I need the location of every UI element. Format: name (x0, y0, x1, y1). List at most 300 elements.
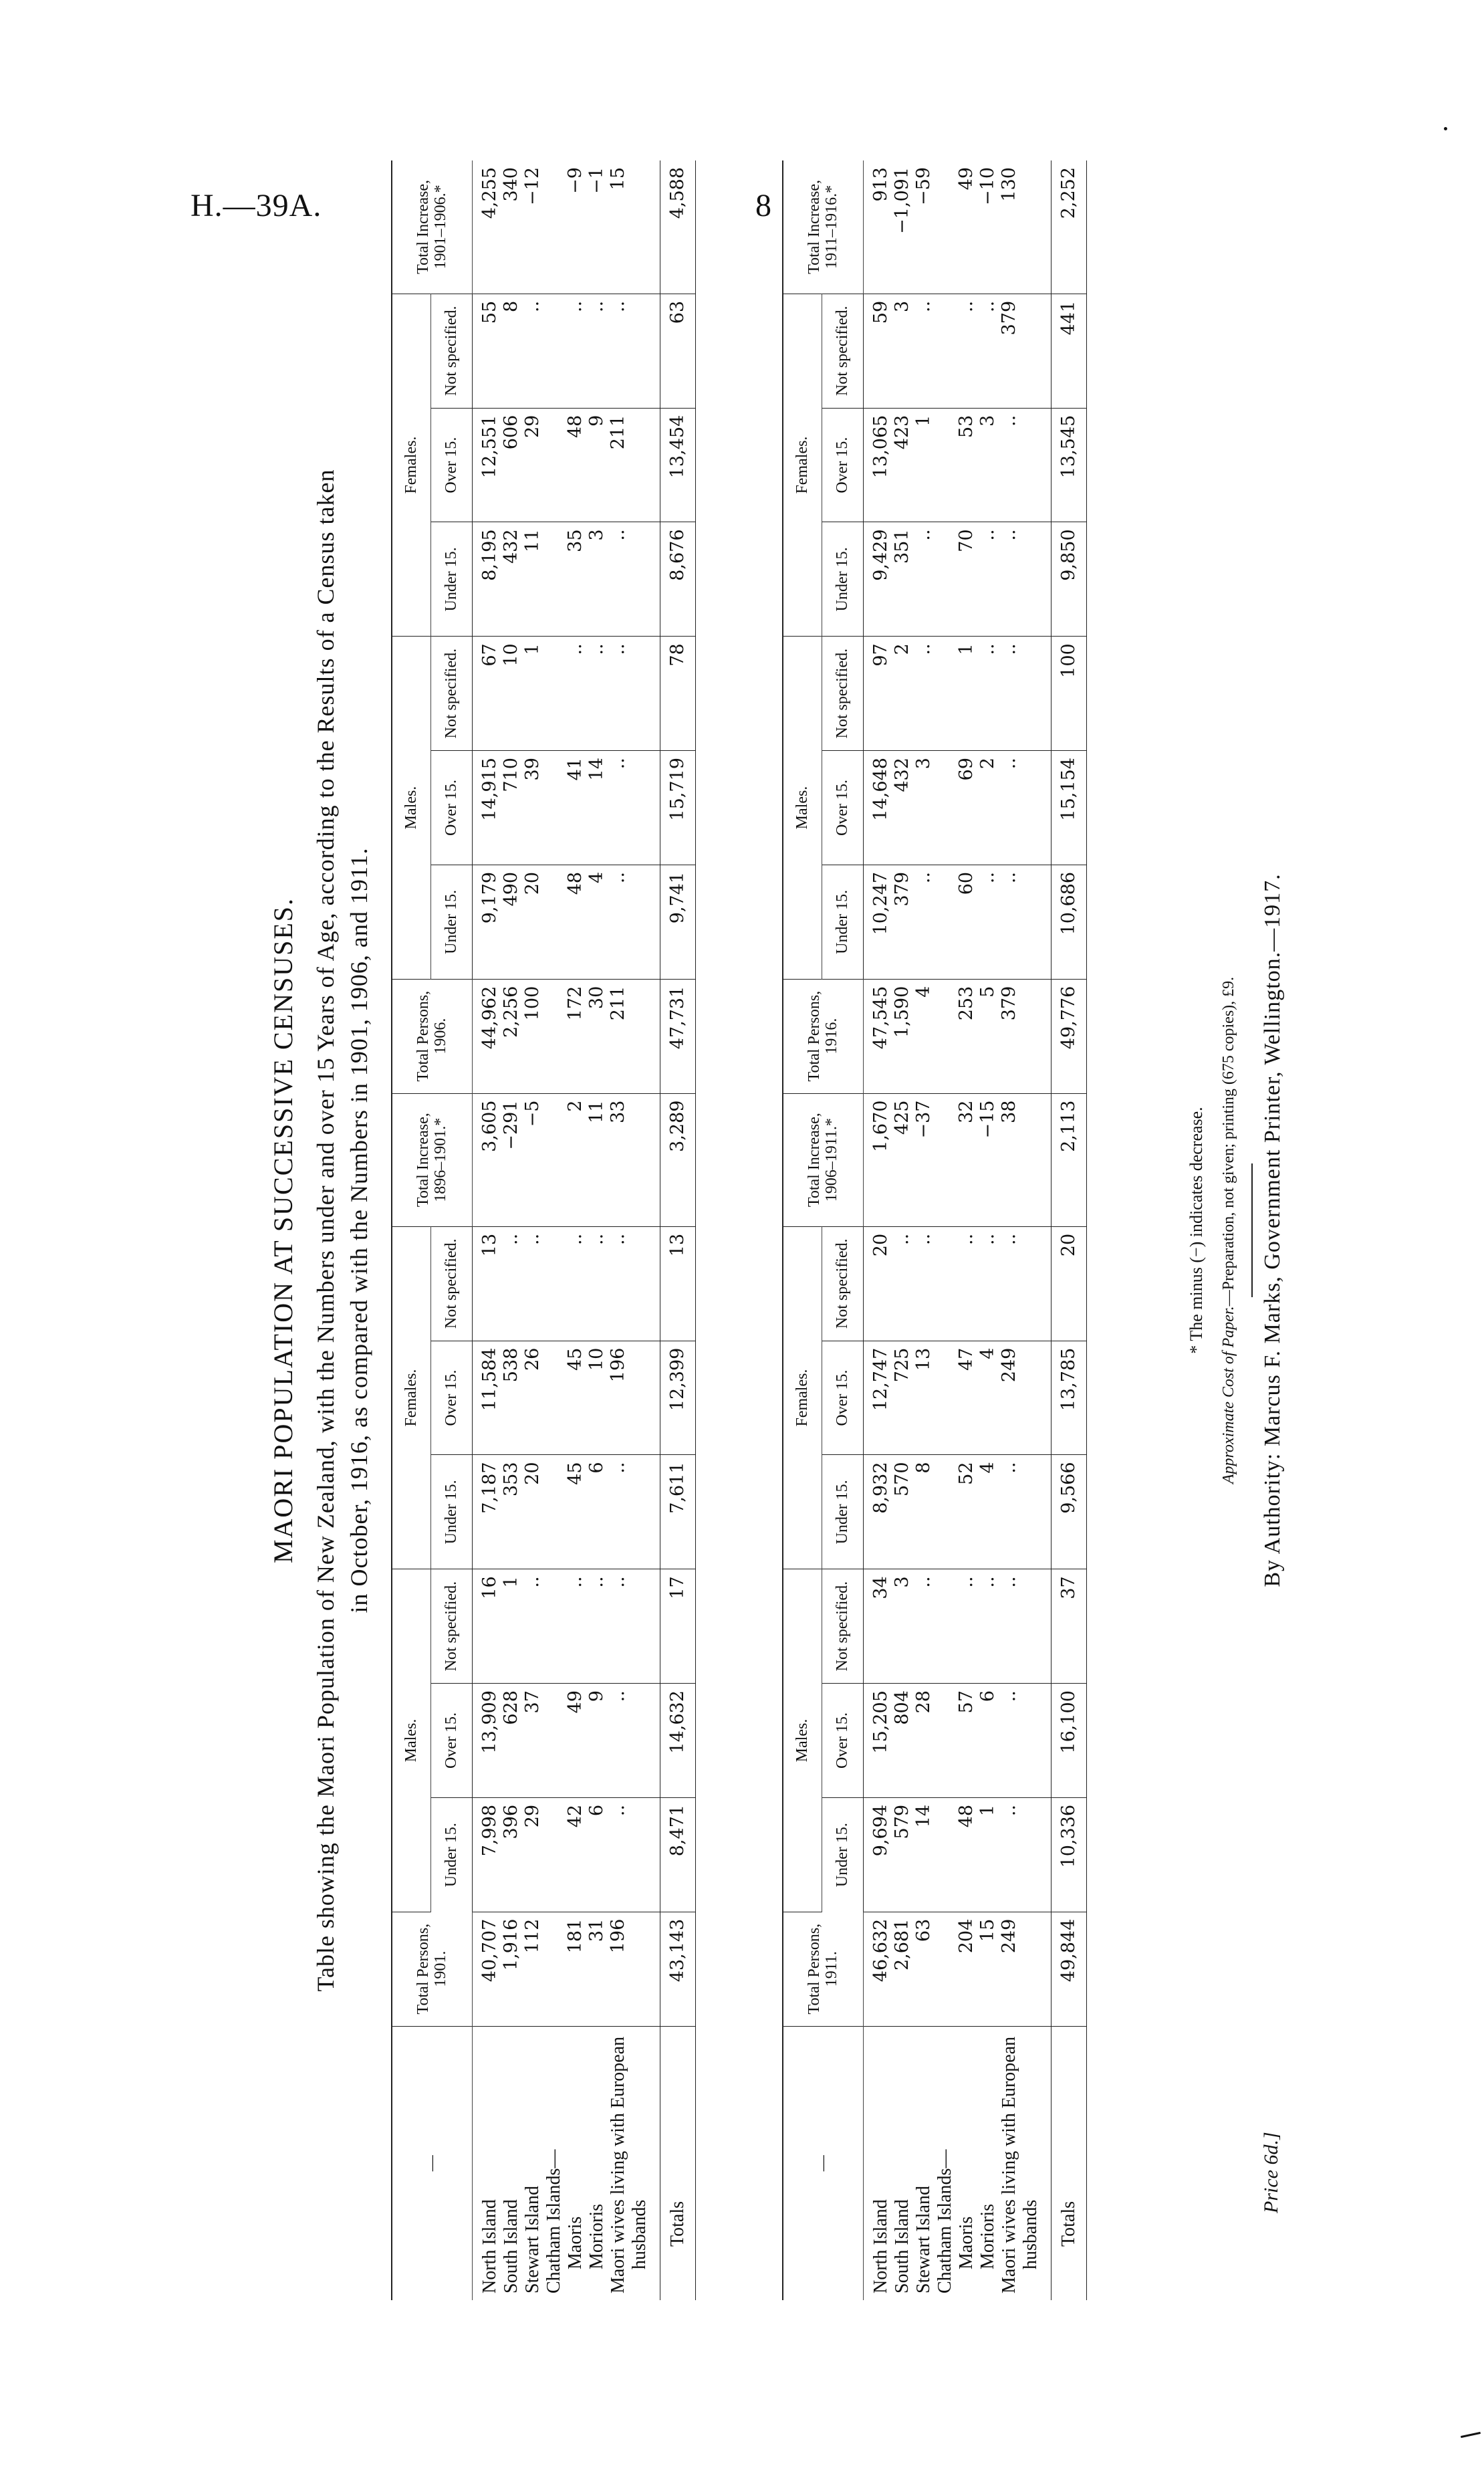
cell: 13,065 (870, 415, 891, 479)
cell: 14,915 (479, 758, 500, 821)
totals-cell: 17 (660, 1569, 695, 1684)
row-label-stewart: Stewart Island (912, 2186, 934, 2293)
cell: 8,195 (479, 529, 500, 581)
row-label-chatham: Chatham Islands— (543, 2149, 564, 2293)
totals-cell: 10,336 (1051, 1797, 1086, 1912)
header-over-15: Over 15. (822, 751, 863, 865)
cell: 2 (977, 758, 998, 770)
cost-label: Approximate Cost of Paper. (1220, 1306, 1237, 1484)
cell: 423 (891, 415, 912, 450)
cell: .. (912, 1233, 934, 1245)
cell: .. (955, 300, 977, 312)
cell: .. (607, 1233, 628, 1245)
cell: 70 (955, 529, 977, 552)
cell: .. (998, 1462, 1019, 1474)
cell: 490 (500, 871, 521, 907)
header-males-a: Males. (392, 1569, 430, 1912)
totals-cell: 9,850 (1051, 522, 1086, 637)
cell: .. (998, 1233, 1019, 1245)
cell: 48 (564, 871, 586, 895)
row-label-south: South Island (891, 2199, 912, 2293)
totals-cell: 16,100 (1051, 1684, 1086, 1798)
header-under-15: Under 15. (430, 865, 472, 979)
cell: 196 (607, 1347, 628, 1383)
cell: 14 (586, 758, 607, 781)
row-label-south: South Island (500, 2199, 521, 2293)
cell: 16 (479, 1576, 500, 1599)
cell: 4 (912, 986, 934, 998)
cell: 8,932 (870, 1462, 891, 1514)
header-increase-a: Total Increase, 1896–1901.* (392, 1093, 472, 1226)
cell: .. (586, 300, 607, 312)
cell: 39 (521, 758, 543, 781)
header-not-specified: Not specified. (430, 1226, 472, 1341)
cell: −291 (500, 1100, 521, 1150)
cell: 396 (500, 1804, 521, 1839)
row-label-north: North Island (479, 2199, 500, 2293)
data-column-8 (863, 1093, 1051, 1226)
cell: 67 (479, 643, 500, 667)
header-total-persons-a: Total Persons, 1901. (392, 1912, 472, 2026)
cell: .. (998, 1576, 1019, 1588)
header-females-a: Females. (392, 1226, 430, 1569)
cell: 2 (564, 1100, 586, 1112)
cell: 425 (891, 1100, 912, 1135)
cell: 32 (955, 1100, 977, 1123)
row-label-chatham: Chatham Islands— (934, 2149, 955, 2293)
cell: 97 (870, 643, 891, 667)
cell: .. (564, 1576, 586, 1588)
cell: 3 (912, 758, 934, 770)
cell: 38 (998, 1100, 1019, 1123)
cell: .. (977, 1576, 998, 1588)
data-column-16 (472, 160, 660, 294)
data-column-6 (472, 1341, 660, 1455)
totals-cell: 12,399 (660, 1341, 695, 1455)
cell: .. (564, 1233, 586, 1245)
data-column-3 (472, 1684, 660, 1798)
cell: 8 (912, 1462, 934, 1474)
cell: −12 (521, 167, 543, 205)
margin-mark (1461, 2432, 1481, 2438)
totals-cell: 441 (1051, 294, 1086, 408)
cell: 8 (500, 300, 521, 313)
cell: −37 (912, 1100, 934, 1139)
cell: 100 (521, 986, 543, 1021)
cell: 11,584 (479, 1347, 500, 1412)
subtitle-line-2: in October, 1916, as compared with the Numbers in 1901, 1906, and 1911. (346, 847, 372, 1613)
data-column-14 (472, 408, 660, 522)
cell: 9 (586, 415, 607, 427)
cell: 46,632 (870, 1918, 891, 1983)
data-column-4 (472, 1569, 660, 1684)
cell: .. (891, 1233, 912, 1245)
cell: .. (977, 300, 998, 312)
cell: .. (977, 871, 998, 884)
data-column-8 (472, 1093, 660, 1226)
totals-cell: 9,566 (1051, 1455, 1086, 1569)
data-column-9 (472, 979, 660, 1093)
cell: .. (998, 643, 1019, 655)
cell: .. (912, 643, 934, 655)
data-column-7 (472, 1226, 660, 1341)
cell: .. (998, 758, 1019, 770)
cell: .. (521, 1576, 543, 1588)
row-label-husbands: husbands (628, 2199, 650, 2269)
cell: −5 (521, 1100, 543, 1127)
header-total-persons-a: Total Persons, 1911. (783, 1912, 863, 2026)
cell: 1 (977, 1804, 998, 1817)
cell: .. (955, 1576, 977, 1588)
cell: 181 (564, 1918, 586, 1954)
header-total-persons-b: Total Persons, 1906. (392, 979, 472, 1093)
data-column-9 (863, 979, 1051, 1093)
totals-cell: 13 (660, 1226, 695, 1341)
cell: 15 (607, 167, 628, 191)
cell: .. (998, 529, 1019, 541)
cell: .. (998, 871, 1019, 884)
cell: 48 (955, 1804, 977, 1828)
cell: 52 (955, 1462, 977, 1485)
cell: 4 (977, 1347, 998, 1359)
row-label-morioris: Morioris (586, 2204, 607, 2269)
cell: .. (977, 1233, 998, 1245)
cell: 42 (564, 1804, 586, 1828)
cell: 4,255 (479, 167, 500, 219)
row-labels (863, 2026, 1051, 2300)
cell: 606 (500, 415, 521, 450)
margin-dot (1444, 127, 1447, 130)
cell: .. (912, 529, 934, 541)
cell: 1 (955, 643, 977, 655)
cell: 1,590 (891, 986, 912, 1038)
cell: .. (586, 1576, 607, 1588)
cell: 45 (564, 1462, 586, 1485)
cell: .. (955, 1233, 977, 1245)
cell: 351 (891, 529, 912, 564)
header-under-15: Under 15. (822, 1455, 863, 1569)
cell: 41 (564, 758, 586, 781)
cell: 6 (586, 1804, 607, 1817)
header-under-15: Under 15. (822, 522, 863, 637)
cell: 37 (521, 1690, 543, 1714)
cell: 12,551 (479, 415, 500, 479)
cell: 249 (998, 1918, 1019, 1954)
row-label-maoris: Maoris (955, 2216, 977, 2269)
cell: 710 (500, 758, 521, 792)
header-over-15: Over 15. (430, 1684, 472, 1798)
cell: .. (521, 300, 543, 312)
cell: 353 (500, 1462, 521, 1497)
cell: 3 (977, 415, 998, 427)
header-females-b: Females. (392, 294, 430, 636)
cell: .. (607, 643, 628, 655)
main-title: MAORI POPULATION AT SUCCESSIVE CENSUSES. (268, 897, 298, 1564)
cell: 47,545 (870, 986, 891, 1050)
data-column-5 (472, 1455, 660, 1569)
data-column-10 (863, 865, 1051, 979)
row-label-stewart: Stewart Island (521, 2186, 543, 2293)
header-increase-b: Total Increase, 1901–1906.* (392, 160, 472, 294)
cell: 60 (955, 871, 977, 895)
footnote-cost (1220, 160, 1238, 2300)
cell: .. (521, 1233, 543, 1245)
cell: 9,694 (870, 1804, 891, 1857)
header-under-15: Under 15. (430, 522, 472, 637)
header-under-15: Under 15. (822, 865, 863, 979)
cell: 4 (586, 871, 607, 884)
header-not-specified: Not specified. (430, 294, 472, 408)
cost-text: —Preparation, not given; printing (675 copies), £9. (1220, 976, 1237, 1307)
cell: .. (607, 1804, 628, 1817)
cell: 913 (870, 167, 891, 202)
row-label-wives: Maori wives living with European (607, 2036, 628, 2293)
cell: 172 (564, 986, 586, 1021)
cell: .. (998, 1690, 1019, 1702)
cell: 14 (912, 1804, 934, 1828)
cell: 804 (891, 1690, 912, 1725)
cell: 3 (586, 529, 607, 541)
cell: 1,916 (500, 1918, 521, 1971)
cell: 33 (607, 1100, 628, 1123)
cell: .. (607, 529, 628, 541)
header-increase-b: Total Increase, 1911–1916.* (783, 160, 863, 294)
cell: .. (607, 871, 628, 884)
cell: 13 (912, 1347, 934, 1371)
header-over-15: Over 15. (822, 1341, 863, 1455)
totals-cell: 8,676 (660, 522, 695, 637)
cell: 3 (891, 300, 912, 313)
cell: 725 (891, 1347, 912, 1383)
totals-cell: 2,252 (1051, 160, 1086, 294)
cell: 10 (500, 643, 521, 667)
totals-cell: 49,776 (1051, 979, 1086, 1093)
row-label-husbands: husbands (1019, 2199, 1041, 2269)
cell: 59 (870, 300, 891, 324)
cell: 211 (607, 415, 628, 450)
cell: 26 (521, 1347, 543, 1371)
totals-cell: 3,289 (660, 1093, 695, 1226)
data-column-13 (863, 522, 1051, 637)
cell: 1 (500, 1576, 521, 1588)
header-under-15: Under 15. (430, 1797, 472, 1912)
header-blank: — (392, 2026, 472, 2300)
cell: 63 (912, 1918, 934, 1942)
cell: 579 (891, 1804, 912, 1839)
header-total-persons-b: Total Persons, 1916. (783, 979, 863, 1093)
cell: −10 (977, 167, 998, 205)
cell: 2,256 (500, 986, 521, 1038)
cell: 2,681 (891, 1918, 912, 1971)
header-under-15: Under 15. (430, 1455, 472, 1569)
cell: −9 (564, 167, 586, 194)
cell: 31 (586, 1918, 607, 1942)
cell: 14,648 (870, 758, 891, 821)
census-table-1911-1916 (782, 160, 1087, 2300)
data-column-14 (863, 408, 1051, 522)
cell: 11 (521, 529, 543, 552)
cell: .. (912, 1576, 934, 1588)
cell: 57 (955, 1690, 977, 1714)
data-column-2 (472, 1797, 660, 1912)
cell: 432 (891, 758, 912, 792)
cell: 379 (998, 300, 1019, 336)
totals-cell: 100 (1051, 637, 1086, 751)
header-not-specified: Not specified. (822, 637, 863, 751)
footer-rule (1251, 1163, 1253, 1297)
authority-line: By Authority: Marcus F. Marks, Government Printer, Wellington.—1917. (1260, 873, 1285, 1587)
header-blank: — (783, 2026, 863, 2300)
cell: .. (607, 758, 628, 770)
totals-cell: 49,844 (1051, 1912, 1086, 2026)
cell: 2 (891, 643, 912, 655)
cell: .. (607, 1462, 628, 1474)
totals-cell: 2,113 (1051, 1093, 1086, 1226)
header-males-a: Males. (783, 1569, 822, 1912)
cell: 538 (500, 1347, 521, 1383)
data-column-10 (472, 865, 660, 979)
totals-label: Totals (660, 2026, 695, 2300)
totals-cell: 15,719 (660, 751, 695, 865)
totals-cell: 14,632 (660, 1684, 695, 1798)
cell: .. (912, 871, 934, 884)
cell: 55 (479, 300, 500, 324)
cell: 13 (479, 1233, 500, 1257)
header-females-b: Females. (783, 294, 822, 636)
data-column-12 (472, 637, 660, 751)
cell: 35 (564, 529, 586, 552)
totals-label: Totals (1051, 2026, 1086, 2300)
totals-cell: 63 (660, 294, 695, 408)
header-under-15: Under 15. (822, 1797, 863, 1912)
data-column-13 (472, 522, 660, 637)
cell: 7,998 (479, 1804, 500, 1857)
cell: 3 (891, 1576, 912, 1588)
header-over-15: Over 15. (430, 1341, 472, 1455)
header-not-specified: Not specified. (822, 294, 863, 408)
cell: .. (607, 1690, 628, 1702)
cell: 10 (586, 1347, 607, 1371)
cell: 1 (521, 643, 543, 655)
cell: 15,205 (870, 1690, 891, 1754)
totals-cell: 43,143 (660, 1912, 695, 2026)
data-column-6 (863, 1341, 1051, 1455)
cell: 47 (955, 1347, 977, 1371)
totals-cell: 10,686 (1051, 865, 1086, 979)
cell: 9 (586, 1690, 607, 1702)
header-over-15: Over 15. (430, 408, 472, 522)
cell: .. (977, 643, 998, 655)
cell: .. (607, 1576, 628, 1588)
data-column-11 (472, 751, 660, 865)
header-increase-a: Total Increase, 1906–1911.* (783, 1093, 863, 1226)
cell: 5 (977, 986, 998, 998)
data-column-5 (863, 1455, 1051, 1569)
cell: 34 (870, 1576, 891, 1599)
cell: 7,187 (479, 1462, 500, 1514)
totals-cell: 9,741 (660, 865, 695, 979)
page-number: 8 (755, 188, 772, 223)
header-males-b: Males. (783, 637, 822, 979)
cell: 1 (912, 415, 934, 427)
cell: 49 (955, 167, 977, 191)
cell: .. (998, 415, 1019, 427)
cell: 29 (521, 415, 543, 439)
header-not-specified: Not specified. (822, 1569, 863, 1684)
cell: 69 (955, 758, 977, 781)
data-column-7 (863, 1226, 1051, 1341)
cell: 20 (521, 1462, 543, 1485)
data-column-4 (863, 1569, 1051, 1684)
totals-cell: 37 (1051, 1569, 1086, 1684)
cell: 204 (955, 1918, 977, 1954)
cell: 49 (564, 1690, 586, 1714)
rotated-table-page (254, 160, 1285, 2300)
subtitle-line-1: Table showing the Maori Population of New Zealand, with the Numbers under and over 15 Years of Age, according to the Results of a Census taken (312, 469, 339, 1992)
cell: −59 (912, 167, 934, 205)
cell: 4 (977, 1462, 998, 1474)
cell: 379 (998, 986, 1019, 1021)
data-column-15 (863, 294, 1051, 408)
data-column-12 (863, 637, 1051, 751)
cell: 253 (955, 986, 977, 1021)
data-column-11 (863, 751, 1051, 865)
row-label-morioris: Morioris (977, 2204, 998, 2269)
cell: 130 (998, 167, 1019, 202)
cell: 53 (955, 415, 977, 439)
totals-cell: 8,471 (660, 1797, 695, 1912)
cell: 45 (564, 1347, 586, 1371)
cell: 1,670 (870, 1100, 891, 1152)
cell: .. (586, 643, 607, 655)
row-labels (472, 2026, 660, 2300)
cell: 40,707 (479, 1918, 500, 1983)
cell: .. (586, 1233, 607, 1245)
data-column-16 (863, 160, 1051, 294)
cell: .. (607, 300, 628, 312)
header-over-15: Over 15. (430, 751, 472, 865)
cell: 30 (586, 986, 607, 1010)
row-label-wives: Maori wives living with European (998, 2036, 1019, 2293)
cell: .. (977, 529, 998, 541)
footnote-minus: * The minus (−) indicates decrease. (1187, 1107, 1206, 1354)
cell: 6 (977, 1690, 998, 1702)
data-column-1 (863, 1912, 1051, 2026)
cell: .. (998, 1804, 1019, 1817)
cell: 211 (607, 986, 628, 1021)
cell: .. (564, 300, 586, 312)
header-not-specified: Not specified. (430, 1569, 472, 1684)
cell: 432 (500, 529, 521, 564)
cell: 28 (912, 1690, 934, 1714)
cell: 249 (998, 1347, 1019, 1383)
totals-cell: 13,454 (660, 408, 695, 522)
cell: 20 (870, 1233, 891, 1257)
cell: 9,429 (870, 529, 891, 581)
cell: 11 (586, 1100, 607, 1123)
cell: 48 (564, 415, 586, 439)
cell: −1,091 (891, 167, 912, 234)
cell: 379 (891, 871, 912, 907)
price-label: Price 6d.] (1260, 2132, 1282, 2213)
document-code: H.—39A. (191, 188, 322, 223)
cell: .. (564, 643, 586, 655)
header-not-specified: Not specified. (822, 1226, 863, 1341)
cell: 6 (586, 1462, 607, 1474)
cell: 29 (521, 1804, 543, 1828)
totals-cell: 78 (660, 637, 695, 751)
header-males-b: Males. (392, 637, 430, 979)
